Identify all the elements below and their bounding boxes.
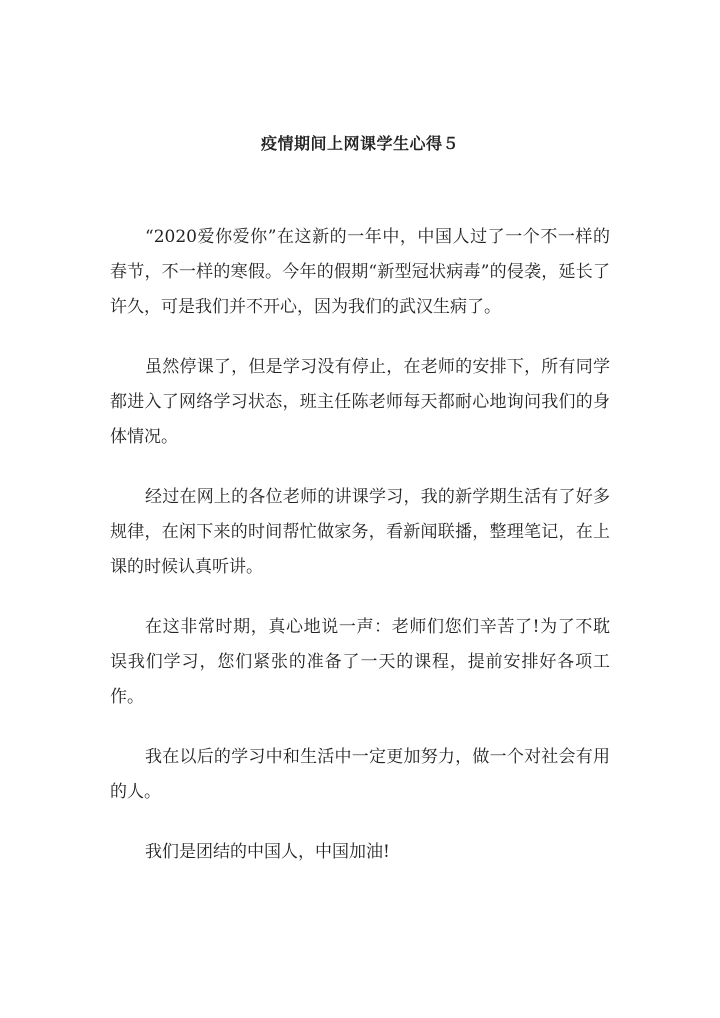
paragraph-6: 我们是团结的中国人，中国加油!: [145, 842, 390, 862]
document-title: 疫情期间上网课学生心得５: [260, 134, 459, 153]
paragraph-4: 在这非常时期，真心地说一声：老师们您们辛苦了!为了不耽误我们学习，您们紧张的准备了一天的课程，提前安排好各项工作。: [110, 617, 610, 707]
paragraph-3: 经过在网上的各位老师的讲课学习，我的新学期生活有了好多规律，在闲下来的时间帮忙做家务，看新闻联播，整理笔记，在上课的时候认真听讲。: [110, 487, 610, 577]
paragraph-2: 虽然停课了，但是学习没有停止，在老师的安排下，所有同学都进入了网络学习状态，班主任陈老师每天都耐心地询问我们的身体情况。: [110, 357, 610, 447]
paragraph-1: “2020爱你爱你”在这新的一年中，中国人过了一个不一样的春节，不一样的寒假。今年的假期“新型冠状病毒”的侵袭，延长了许久，可是我们并不开心，因为我们的武汉生病了。: [110, 227, 610, 317]
document-body: [110, 220, 610, 895]
paragraph-5: 我在以后的学习中和生活中一定更加努力，做一个对社会有用的人。: [110, 747, 610, 802]
